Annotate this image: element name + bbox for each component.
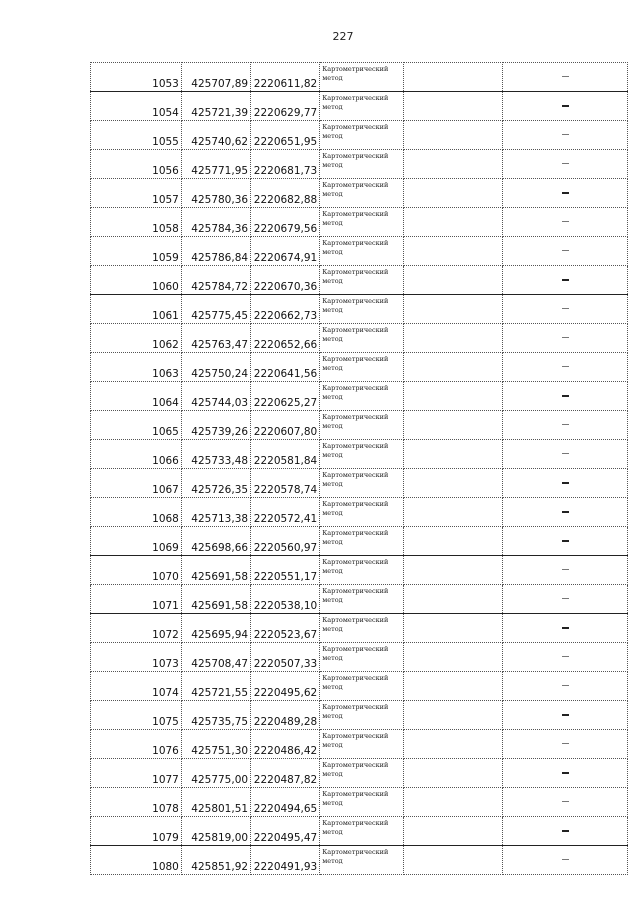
dash-mark (562, 743, 569, 744)
y-coordinate-cell: 2220572,41 (251, 498, 320, 527)
method-cell: Картометрический метод (320, 846, 404, 875)
method-cell: Картометрический метод (320, 527, 404, 556)
empty-cell (403, 614, 502, 643)
empty-cell (403, 237, 502, 266)
method-cell: Картометрический метод (320, 382, 404, 411)
dash-mark (562, 540, 569, 542)
method-cell: Картометрический метод (320, 121, 404, 150)
x-coordinate-cell: 425726,35 (181, 469, 250, 498)
x-coordinate-cell: 425695,94 (181, 614, 250, 643)
y-coordinate-cell: 2220581,84 (251, 440, 320, 469)
point-number-cell: 1079 (91, 817, 182, 846)
empty-cell (403, 469, 502, 498)
point-number-cell: 1077 (91, 759, 182, 788)
dash-mark (562, 134, 569, 135)
point-number-cell: 1060 (91, 266, 182, 295)
point-number-cell: 1056 (91, 150, 182, 179)
x-coordinate-cell: 425721,55 (181, 672, 250, 701)
note-cell (503, 788, 628, 817)
method-cell: Картометрический метод (320, 585, 404, 614)
note-cell (503, 208, 628, 237)
x-coordinate-cell: 425691,58 (181, 556, 250, 585)
point-number-cell: 1073 (91, 643, 182, 672)
method-cell: Картометрический метод (320, 353, 404, 382)
y-coordinate-cell: 2220495,62 (251, 672, 320, 701)
x-coordinate-cell: 425735,75 (181, 701, 250, 730)
table-row (91, 353, 628, 382)
method-cell: Картометрический метод (320, 498, 404, 527)
method-cell: Картометрический метод (320, 759, 404, 788)
note-cell (503, 643, 628, 672)
dash-mark (562, 482, 569, 484)
dash-mark (562, 279, 569, 281)
note-cell (503, 353, 628, 382)
method-cell: Картометрический метод (320, 556, 404, 585)
table-row (91, 759, 628, 788)
x-coordinate-cell: 425751,30 (181, 730, 250, 759)
table-row (91, 614, 628, 643)
point-number-cell: 1074 (91, 672, 182, 701)
y-coordinate-cell: 2220670,36 (251, 266, 320, 295)
point-number-cell: 1068 (91, 498, 182, 527)
table-row (91, 237, 628, 266)
note-cell (503, 527, 628, 556)
x-coordinate-cell: 425780,36 (181, 179, 250, 208)
dash-mark (562, 250, 569, 251)
dash-mark (562, 598, 569, 599)
dash-mark (562, 772, 569, 774)
empty-cell (403, 150, 502, 179)
method-cell: Картометрический метод (320, 469, 404, 498)
point-number-cell: 1065 (91, 411, 182, 440)
y-coordinate-cell: 2220651,95 (251, 121, 320, 150)
note-cell (503, 817, 628, 846)
y-coordinate-cell: 2220538,10 (251, 585, 320, 614)
y-coordinate-cell: 2220487,82 (251, 759, 320, 788)
x-coordinate-cell: 425786,84 (181, 237, 250, 266)
point-number-cell: 1055 (91, 121, 182, 150)
table-row (91, 440, 628, 469)
method-cell: Картометрический метод (320, 440, 404, 469)
x-coordinate-cell: 425801,51 (181, 788, 250, 817)
x-coordinate-cell: 425851,92 (181, 846, 250, 875)
empty-cell (403, 179, 502, 208)
empty-cell (403, 846, 502, 875)
x-coordinate-cell: 425740,62 (181, 121, 250, 150)
dash-mark (562, 192, 569, 194)
note-cell (503, 411, 628, 440)
point-number-cell: 1062 (91, 324, 182, 353)
coordinates-table (90, 62, 628, 875)
note-cell (503, 179, 628, 208)
dash-mark (562, 801, 569, 802)
y-coordinate-cell: 2220494,65 (251, 788, 320, 817)
y-coordinate-cell: 2220682,88 (251, 179, 320, 208)
point-number-cell: 1070 (91, 556, 182, 585)
x-coordinate-cell: 425708,47 (181, 643, 250, 672)
empty-cell (403, 411, 502, 440)
empty-cell (403, 788, 502, 817)
x-coordinate-cell: 425733,48 (181, 440, 250, 469)
point-number-cell: 1075 (91, 701, 182, 730)
method-cell: Картометрический метод (320, 179, 404, 208)
empty-cell (403, 121, 502, 150)
table-row (91, 701, 628, 730)
x-coordinate-cell: 425771,95 (181, 150, 250, 179)
dash-mark (562, 859, 569, 860)
note-cell (503, 730, 628, 759)
table-row (91, 295, 628, 324)
note-cell (503, 92, 628, 121)
table-row (91, 498, 628, 527)
note-cell (503, 846, 628, 875)
table-row (91, 672, 628, 701)
table-row (91, 150, 628, 179)
method-cell: Картометрический метод (320, 150, 404, 179)
empty-cell (403, 817, 502, 846)
dash-mark (562, 714, 569, 716)
dash-mark (562, 76, 569, 77)
table-row (91, 788, 628, 817)
note-cell (503, 498, 628, 527)
y-coordinate-cell: 2220611,82 (251, 63, 320, 92)
x-coordinate-cell: 425707,89 (181, 63, 250, 92)
y-coordinate-cell: 2220681,73 (251, 150, 320, 179)
method-cell: Картометрический метод (320, 817, 404, 846)
table-row (91, 643, 628, 672)
y-coordinate-cell: 2220489,28 (251, 701, 320, 730)
method-cell: Картометрический метод (320, 672, 404, 701)
x-coordinate-cell: 425775,00 (181, 759, 250, 788)
page-number: 227 (332, 30, 354, 43)
table-row (91, 585, 628, 614)
dash-mark (562, 366, 569, 367)
table-row (91, 730, 628, 759)
dash-mark (562, 830, 569, 832)
dash-mark (562, 627, 569, 629)
x-coordinate-cell: 425784,36 (181, 208, 250, 237)
point-number-cell: 1059 (91, 237, 182, 266)
empty-cell (403, 324, 502, 353)
empty-cell (403, 266, 502, 295)
method-cell: Картометрический метод (320, 730, 404, 759)
empty-cell (403, 672, 502, 701)
x-coordinate-cell: 425713,38 (181, 498, 250, 527)
y-coordinate-cell: 2220652,66 (251, 324, 320, 353)
note-cell (503, 585, 628, 614)
note-cell (503, 266, 628, 295)
empty-cell (403, 498, 502, 527)
x-coordinate-cell: 425750,24 (181, 353, 250, 382)
method-cell: Картометрический метод (320, 63, 404, 92)
x-coordinate-cell: 425691,58 (181, 585, 250, 614)
empty-cell (403, 382, 502, 411)
point-number-cell: 1078 (91, 788, 182, 817)
note-cell (503, 382, 628, 411)
x-coordinate-cell: 425819,00 (181, 817, 250, 846)
dash-mark (562, 337, 569, 338)
y-coordinate-cell: 2220491,93 (251, 846, 320, 875)
method-cell: Картометрический метод (320, 411, 404, 440)
point-number-cell: 1069 (91, 527, 182, 556)
point-number-cell: 1072 (91, 614, 182, 643)
point-number-cell: 1064 (91, 382, 182, 411)
x-coordinate-cell: 425775,45 (181, 295, 250, 324)
note-cell (503, 295, 628, 324)
note-cell (503, 150, 628, 179)
y-coordinate-cell: 2220578,74 (251, 469, 320, 498)
empty-cell (403, 527, 502, 556)
point-number-cell: 1080 (91, 846, 182, 875)
note-cell (503, 237, 628, 266)
point-number-cell: 1063 (91, 353, 182, 382)
x-coordinate-cell: 425721,39 (181, 92, 250, 121)
method-cell: Картометрический метод (320, 324, 404, 353)
note-cell (503, 440, 628, 469)
empty-cell (403, 759, 502, 788)
x-coordinate-cell: 425763,47 (181, 324, 250, 353)
table-row (91, 92, 628, 121)
dash-mark (562, 221, 569, 222)
empty-cell (403, 701, 502, 730)
method-cell: Картометрический метод (320, 643, 404, 672)
point-number-cell: 1067 (91, 469, 182, 498)
x-coordinate-cell: 425744,03 (181, 382, 250, 411)
note-cell (503, 672, 628, 701)
empty-cell (403, 63, 502, 92)
table-row (91, 817, 628, 846)
y-coordinate-cell: 2220607,80 (251, 411, 320, 440)
point-number-cell: 1066 (91, 440, 182, 469)
dash-mark (562, 424, 569, 425)
note-cell (503, 469, 628, 498)
note-cell (503, 556, 628, 585)
empty-cell (403, 92, 502, 121)
y-coordinate-cell: 2220523,67 (251, 614, 320, 643)
table-row (91, 179, 628, 208)
dash-mark (562, 163, 569, 164)
method-cell: Картометрический метод (320, 701, 404, 730)
y-coordinate-cell: 2220629,77 (251, 92, 320, 121)
empty-cell (403, 208, 502, 237)
coordinates-table-body (91, 63, 628, 875)
point-number-cell: 1053 (91, 63, 182, 92)
table-row (91, 527, 628, 556)
point-number-cell: 1076 (91, 730, 182, 759)
y-coordinate-cell: 2220625,27 (251, 382, 320, 411)
note-cell (503, 701, 628, 730)
method-cell: Картометрический метод (320, 237, 404, 266)
table-row (91, 121, 628, 150)
y-coordinate-cell: 2220641,56 (251, 353, 320, 382)
y-coordinate-cell: 2220679,56 (251, 208, 320, 237)
empty-cell (403, 295, 502, 324)
point-number-cell: 1071 (91, 585, 182, 614)
dash-mark (562, 105, 569, 107)
y-coordinate-cell: 2220674,91 (251, 237, 320, 266)
note-cell (503, 614, 628, 643)
y-coordinate-cell: 2220560,97 (251, 527, 320, 556)
note-cell (503, 121, 628, 150)
empty-cell (403, 730, 502, 759)
y-coordinate-cell: 2220507,33 (251, 643, 320, 672)
dash-mark (562, 308, 569, 309)
dash-mark (562, 395, 569, 397)
x-coordinate-cell: 425698,66 (181, 527, 250, 556)
note-cell (503, 324, 628, 353)
dash-mark (562, 569, 569, 570)
dash-mark (562, 685, 569, 686)
y-coordinate-cell: 2220662,73 (251, 295, 320, 324)
table-row (91, 324, 628, 353)
table-row (91, 266, 628, 295)
point-number-cell: 1058 (91, 208, 182, 237)
y-coordinate-cell: 2220551,17 (251, 556, 320, 585)
table-row (91, 63, 628, 92)
empty-cell (403, 585, 502, 614)
dash-mark (562, 656, 569, 657)
point-number-cell: 1057 (91, 179, 182, 208)
table-row (91, 846, 628, 875)
empty-cell (403, 353, 502, 382)
method-cell: Картометрический метод (320, 614, 404, 643)
point-number-cell: 1054 (91, 92, 182, 121)
table-row (91, 411, 628, 440)
method-cell: Картометрический метод (320, 266, 404, 295)
table-row (91, 208, 628, 237)
y-coordinate-cell: 2220486,42 (251, 730, 320, 759)
empty-cell (403, 556, 502, 585)
note-cell (503, 63, 628, 92)
x-coordinate-cell: 425739,26 (181, 411, 250, 440)
table-row (91, 556, 628, 585)
method-cell: Картометрический метод (320, 92, 404, 121)
method-cell: Картометрический метод (320, 295, 404, 324)
dash-mark (562, 453, 569, 454)
table-row (91, 469, 628, 498)
dash-mark (562, 511, 569, 513)
table-row (91, 382, 628, 411)
point-number-cell: 1061 (91, 295, 182, 324)
note-cell (503, 759, 628, 788)
method-cell: Картометрический метод (320, 208, 404, 237)
empty-cell (403, 643, 502, 672)
y-coordinate-cell: 2220495,47 (251, 817, 320, 846)
method-cell: Картометрический метод (320, 788, 404, 817)
x-coordinate-cell: 425784,72 (181, 266, 250, 295)
empty-cell (403, 440, 502, 469)
